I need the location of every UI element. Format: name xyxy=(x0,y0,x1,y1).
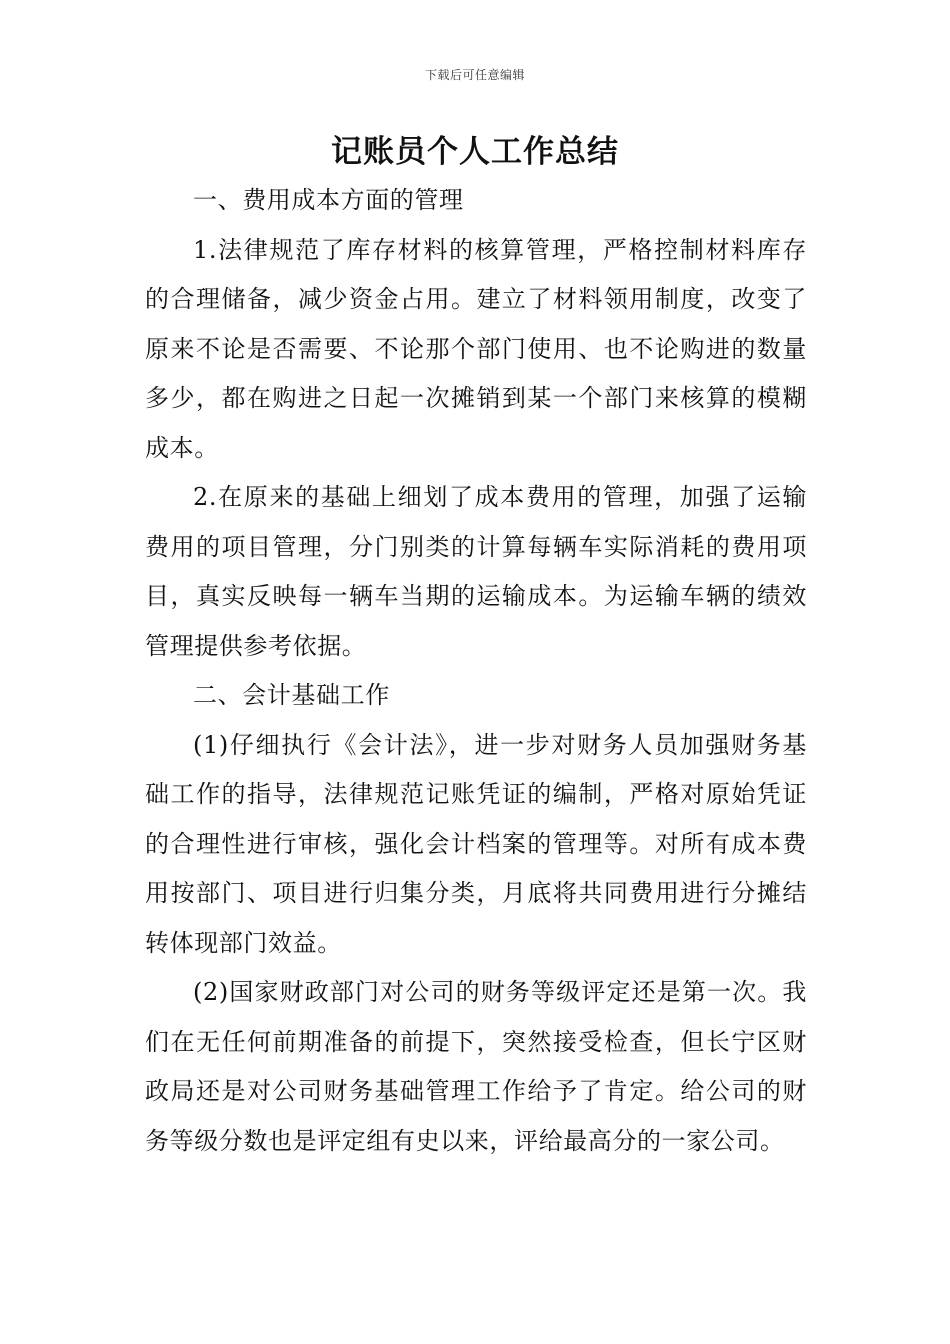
section-heading-2: 二、会计基础工作 xyxy=(193,681,390,709)
paragraph-2: 2.在原来的基础上细划了成本费用的管理，加强了运输费用的项目管理，分门别类的计算每辆车实际消耗的费用项目，真实反映每一辆车当期的运输成本。为运输车辆的绩效管理提供参考依据。 xyxy=(145,483,807,660)
document-title: 记账员个人工作总结 xyxy=(331,134,619,170)
paragraph-1: 1.法律规范了库存材料的核算管理，严格控制材料库存的合理储备，减少资金占用。建立了材料领用制度，改变了原来不论是否需要、不论那个部门使用、也不论购进的数量多少，都在购进之日起一次摊销到某一个部门来核算的模糊成本。 xyxy=(145,235,807,462)
section-heading-1: 一、费用成本方面的管理 xyxy=(193,186,464,214)
header-note: 下载后可任意编辑 xyxy=(424,68,525,82)
paragraph-3: (1)仔细执行《会计法》，进一步对财务人员加强财务基础工作的指导，法律规范记账凭证的编制，严格对原始凭证的合理性进行审核，强化会计档案的管理等。对所有成本费用按部门、项目进行归集分类，月底将共同费用进行分摊结转体现部门效益。 xyxy=(145,730,807,957)
document-body xyxy=(145,176,807,1166)
paragraph-4: (2)国家财政部门对公司的财务等级评定还是第一次。我们在无任何前期准备的前提下，突然接受检查，但长宁区财政局还是对公司财务基础管理工作给予了肯定。给公司的财务等级分数也是评定组有史以来，评给最高分的一家公司。 xyxy=(145,978,807,1155)
